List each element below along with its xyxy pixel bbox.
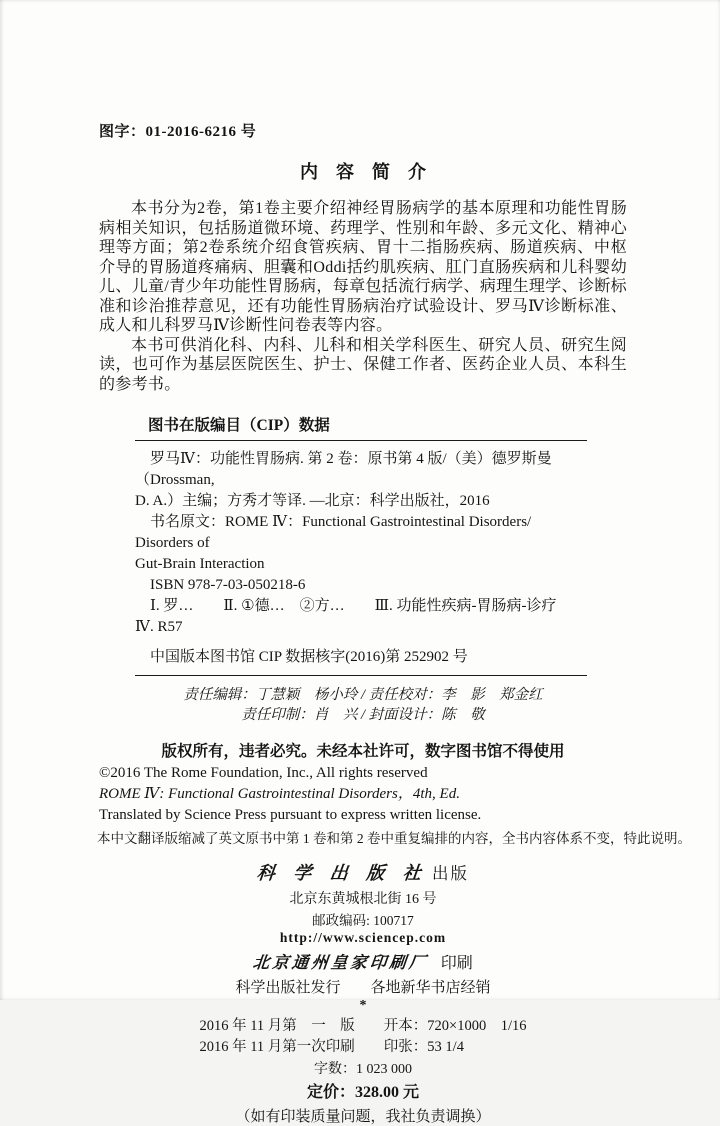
- separator-star: *: [359, 998, 367, 1013]
- publisher-block: [99, 859, 627, 1012]
- publisher-line: [99, 859, 627, 885]
- cip-block: [135, 413, 587, 676]
- cip-rule-top: [135, 440, 587, 441]
- original-title: ROME Ⅳ: Functional Gastrointestinal Disorders，4th, Ed.: [99, 785, 460, 802]
- cip-editor-line: D. A.）主编；方秀才等译. —北京：科学出版社，2016: [135, 493, 490, 509]
- cip-heading: 图书在版编目（CIP）数据: [148, 417, 330, 434]
- cip-classification: Ⅰ. 罗… Ⅱ. ①德… ②方… Ⅲ. 功能性疾病-胃肠病-诊疗: [150, 598, 557, 614]
- publisher-postcode: 邮政编码: 100717: [312, 913, 414, 928]
- exchange-note: （如有印装质量问题，我社负责调换）: [235, 1109, 491, 1125]
- printing-info-block: [99, 1016, 627, 1126]
- word-count: 字数：1 023 000: [314, 1062, 412, 1077]
- cip-isbn: ISBN 978-7-03-050218-6: [150, 577, 306, 593]
- cip-classification-cont: Ⅳ. R57: [135, 619, 183, 635]
- publish-label: 出版: [432, 864, 469, 883]
- rome-copyright: ©2016 The Rome Foundation, Inc., All rights reserved: [99, 764, 428, 781]
- translation-note: 本中文翻译版缩减了英文原书中第 1 卷和第 2 卷中重复编排的内容，全书内容体系不变，特此说明。: [97, 831, 691, 846]
- cip-title-line: 罗马Ⅳ：功能性胃肠病. 第 2 卷：原书第 4 版/（美）德罗斯曼（Drossman,: [135, 451, 552, 488]
- edition-line: 2016 年 11 月第 一 版 开本：720×1000 1/16: [199, 1018, 527, 1034]
- printer-line: [99, 949, 627, 973]
- cip-rule-bottom: [135, 675, 587, 676]
- intro-paragraph-1: 本书分为2卷，第1卷主要介绍神经胃肠病学的基本原理和功能性胃肠病相关知识，包括肠道微环境、药理学、性别和年龄、多元文化、精神心理等方面；第2卷系统介绍食管疾病、胃十二指肠疾病、肠道疾病、中枢介导的胃肠道疼痛病、胆囊和Oddi括约肌疾病、肛门直肠疾病和儿科婴幼儿、儿童/青少年功能性胃肠病，每章包括流行病学、病理生理学、诊断标准和诊治推荐意见，还有功能性胃肠病治疗试验设计、罗马Ⅳ诊断标准、成人和儿科罗马Ⅳ诊断性问卷表等内容。: [99, 200, 627, 334]
- price: 定价：328.00 元: [306, 1084, 419, 1101]
- publisher-name: 科 学 出 版 社: [255, 863, 429, 883]
- printing-columns: [199, 1016, 526, 1057]
- staff-credits: [99, 685, 627, 725]
- intro-title: 内 容 简 介: [300, 162, 426, 182]
- cip-original-title-cont: Gut-Brain Interaction: [135, 556, 265, 572]
- copyright-notice: 版权所有，违者必究。未经本社许可，数字图书馆不得使用: [161, 743, 565, 760]
- print-label: 印刷: [440, 955, 473, 972]
- staff-editors-line: 责任编辑：丁慧颖 杨小玲 / 责任校对：李 影 郑金红: [183, 687, 543, 703]
- impression-line: 2016 年 11 月第一次印刷 印张：53 1/4: [199, 1038, 464, 1055]
- cip-original-title-line: 书名原文：ROME Ⅳ：Functional Gastrointestinal Disorders/ Disorders of: [135, 514, 532, 551]
- cip-lines: [135, 449, 587, 668]
- distribution-line: 科学出版社发行 各地新华书店经销: [235, 980, 491, 996]
- publisher-address: 北京东黄城根北街 16 号: [289, 892, 437, 907]
- printer-name: 北京通州皇家印刷厂: [252, 953, 430, 972]
- staff-print-design-line: 责任印制：肖 兴 / 封面设计：陈 敬: [241, 707, 485, 723]
- register-number: 图字：01-2016-6216 号: [99, 124, 257, 140]
- license-statement: Translated by Science Press pursuant to express written license.: [99, 806, 482, 823]
- publisher-website: http://www.sciencep.com: [279, 930, 447, 945]
- page-content: [97, 120, 691, 1126]
- intro-paragraph-2: 本书可供消化科、内科、儿科和相关学科医生、研究人员、研究生阅读，也可作为基层医院医生、护士、保健工作者、医药企业人员、本科生的参考书。: [99, 336, 627, 393]
- cip-record-number: 中国版本图书馆 CIP 数据核字(2016)第 252902 号: [150, 649, 468, 665]
